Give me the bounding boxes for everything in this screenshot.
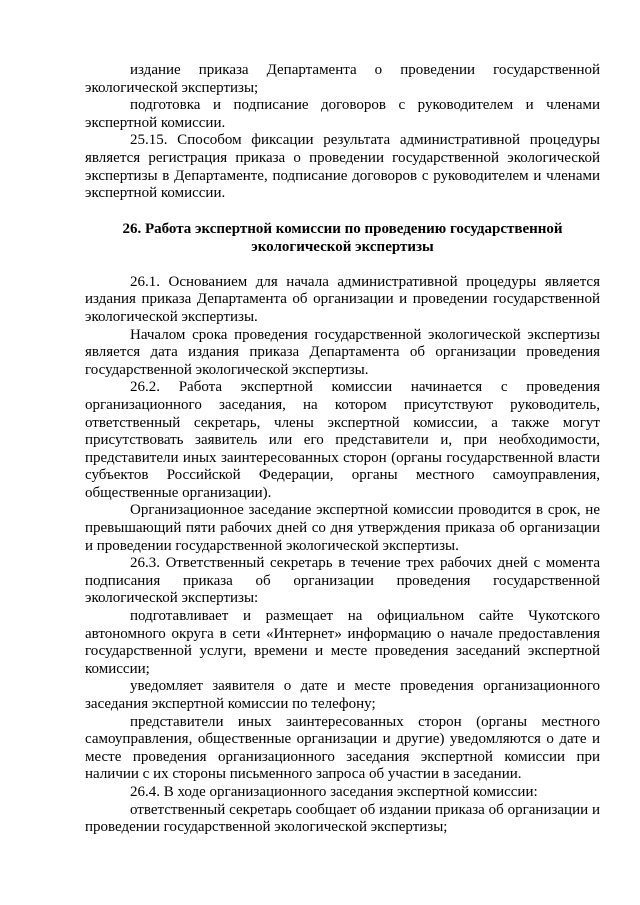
paragraph-26-3-website: подготавливает и размещает на официальном сайте Чукотского автономного округа в сети «Интернет» информацию о начале предоставления государственной услуги, времени и месте проведения заседаний экспертной комиссии; (85, 608, 600, 677)
section-26-heading-line1: 26. Работа экспертной комиссии по проведению государственной (122, 220, 563, 237)
paragraph-25-15: 25.15. Способом фиксации результата административной процедуры является регистрация приказа о проведении государственной экологической экспертизы в Департаменте, подписание договоров с руководителем и членами экспертной комиссии. (85, 132, 600, 202)
paragraph-26-3: 26.3. Ответственный секретарь в течение трех рабочих дней с момента подписания приказа об организации проведения государственной экологической экспертизы: (85, 555, 600, 607)
paragraph-26-2-deadline: Организационное заседание экспертной комиссии проводится в срок, не превышающий пяти рабочих дней со дня утверждения приказа об организации и проведении государственной экологической экспертизы. (85, 502, 600, 554)
section-26-heading (85, 220, 600, 256)
paragraph-26-3-notify-applicant: уведомляет заявителя о дате и месте проведения организационного заседания экспертной комиссии по телефону; (85, 678, 600, 712)
paragraph-26-1-start: Началом срока проведения государственной экологической экспертизы является дата издания приказа Департамента об организации проведения государственной экологической экспертизы. (85, 326, 600, 378)
paragraph-26-2: 26.2. Работа экспертной комиссии начинается с проведения организационного заседания, на котором присутствуют руководитель, ответственный секретарь, члены экспертной комиссии, а также могут присутствовать заявитель или его представители и, при необходимости, представители иных заинтересованных сторон (органы государственной власти субъектов Российской Федерации, органы местного самоуправления, общественные организации). (85, 379, 600, 501)
paragraph-26-3-stakeholders: представители иных заинтересованных сторон (органы местного самоуправления, общественные организации и другие) уведомляются о дате и месте проведения организационного заседания экспертной комиссии при наличии с их стороны письменного запроса об участии в заседании. (85, 713, 600, 783)
paragraph-25-order-issue: издание приказа Департамента о проведении государственной экологической экспертизы; (85, 62, 600, 96)
paragraph-25-contracts: подготовка и подписание договоров с руководителем и членами экспертной комиссии. (85, 97, 600, 131)
paragraph-26-4-secretary: ответственный секретарь сообщает об издании приказа об организации и проведении государственной экологической экспертизы; (85, 801, 600, 836)
section-26-heading-line2: экологической экспертизы (251, 238, 434, 255)
paragraph-26-1: 26.1. Основанием для начала административной процедуры является издания приказа Департамента об организации и проведении государственной экологической экспертизы. (85, 273, 600, 325)
paragraph-26-4: 26.4. В ходе организационного заседания экспертной комиссии: (130, 783, 538, 800)
